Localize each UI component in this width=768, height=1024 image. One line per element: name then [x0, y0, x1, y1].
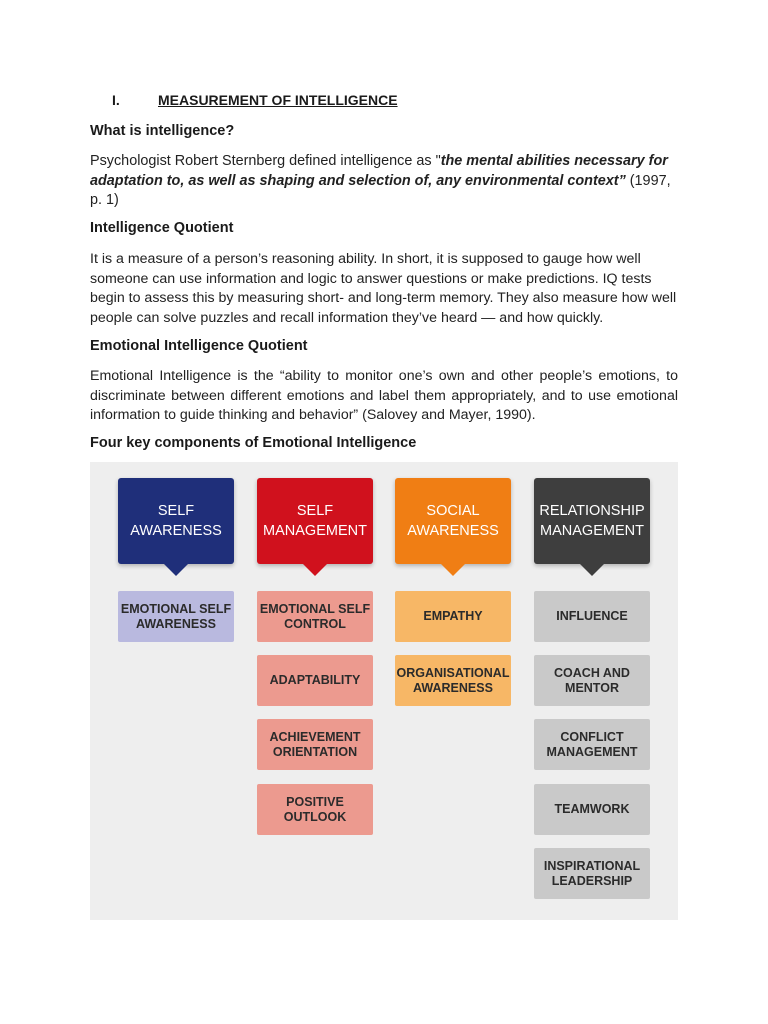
component-item-label: MENTOR — [565, 680, 619, 695]
component-item — [257, 591, 373, 642]
column-header-line: SELF — [157, 503, 195, 519]
heading-intelligence-quotient: Intelligence Quotient — [90, 220, 234, 236]
component-item-label: CONFLICT — [560, 729, 624, 744]
component-item-label: EMOTIONAL SELF — [120, 601, 232, 616]
section-number: I. — [112, 92, 120, 108]
column-header-self-awareness — [118, 478, 234, 564]
component-item-label: ADAPTABILITY — [269, 673, 361, 687]
component-item — [534, 719, 650, 770]
component-item-label: ORGANISATIONAL — [396, 665, 510, 680]
column-header-line: AWARENESS — [130, 523, 222, 539]
definition-citation: (1997, p. 1) — [90, 172, 671, 208]
component-item — [534, 784, 650, 835]
heading-what-is-intelligence: What is intelligence? — [90, 123, 235, 139]
iq-paragraph: It is a measure of a person’s reasoning ability. In short, it is supposed to gauge how well someone can use information and logic to answer questions or make predictions. IQ tests begin to assess this by measuring short- and long-term memory. They also measure how well people can solve puzzles and recall information they’ve heard — and how quickly. — [90, 251, 677, 326]
definition-intro: Psychologist Robert Sternberg defined intelligence as " — [90, 153, 441, 169]
column-header-social-awareness — [395, 478, 511, 564]
ei-components-diagram — [90, 462, 678, 920]
component-item-label: TEAMWORK — [554, 802, 630, 816]
component-item-label: COACH AND — [554, 665, 630, 680]
component-item-label: CONTROL — [284, 616, 346, 631]
component-item-label: EMOTIONAL SELF — [259, 601, 371, 616]
column-header-relationship-management — [534, 478, 650, 564]
component-item-label: ORIENTATION — [272, 744, 358, 759]
component-item-label: ACHIEVEMENT — [269, 729, 361, 744]
heading-emotional-intelligence-quotient: Emotional Intelligence Quotient — [90, 338, 308, 354]
column-header-line: MANAGEMENT — [540, 523, 644, 539]
component-item-label: AWARENESS — [136, 616, 216, 631]
definition-quote: the mental abilities necessary for adaptation to, as well as shaping and selection of, any environmental context” — [90, 153, 668, 189]
heading-four-components: Four key components of Emotional Intelligence — [90, 435, 417, 451]
header-pointer-arrow — [441, 564, 465, 576]
component-item-label: INFLUENCE — [556, 609, 628, 623]
column-header-line: RELATIONSHIP — [539, 503, 645, 519]
definition-paragraph — [90, 152, 678, 211]
section-title: MEASUREMENT OF INTELLIGENCE — [158, 92, 398, 108]
column-header-line: MANAGEMENT — [263, 523, 367, 539]
component-item — [534, 655, 650, 706]
component-item — [257, 655, 373, 706]
component-item — [534, 848, 650, 899]
eq-paragraph: Emotional Intelligence is the “ability to monitor one’s own and other people’s emotions, to discriminate between different emotions and label them appropriately, and to use emotional information to guide thinking and behavior” (Salovey and Mayer, 1990). — [90, 368, 678, 423]
component-item-label: POSITIVE — [286, 794, 344, 809]
component-item-label: EMPATHY — [423, 609, 483, 623]
component-item-label: OUTLOOK — [283, 809, 347, 824]
column-header-line: SOCIAL — [426, 503, 480, 519]
component-item — [534, 591, 650, 642]
component-item-label: INSPIRATIONAL — [543, 858, 641, 873]
component-item — [257, 784, 373, 835]
component-item-label: MANAGEMENT — [546, 744, 638, 759]
component-item — [118, 591, 234, 642]
component-item — [395, 655, 511, 706]
column-header-self-management — [257, 478, 373, 564]
header-pointer-arrow — [164, 564, 188, 576]
column-header-line: SELF — [296, 503, 334, 519]
component-item-label: AWARENESS — [413, 680, 493, 695]
column-header-line: AWARENESS — [407, 523, 499, 539]
component-item — [257, 719, 373, 770]
header-pointer-arrow — [580, 564, 604, 576]
component-item — [395, 591, 511, 642]
component-item-label: LEADERSHIP — [551, 873, 633, 888]
header-pointer-arrow — [303, 564, 327, 576]
